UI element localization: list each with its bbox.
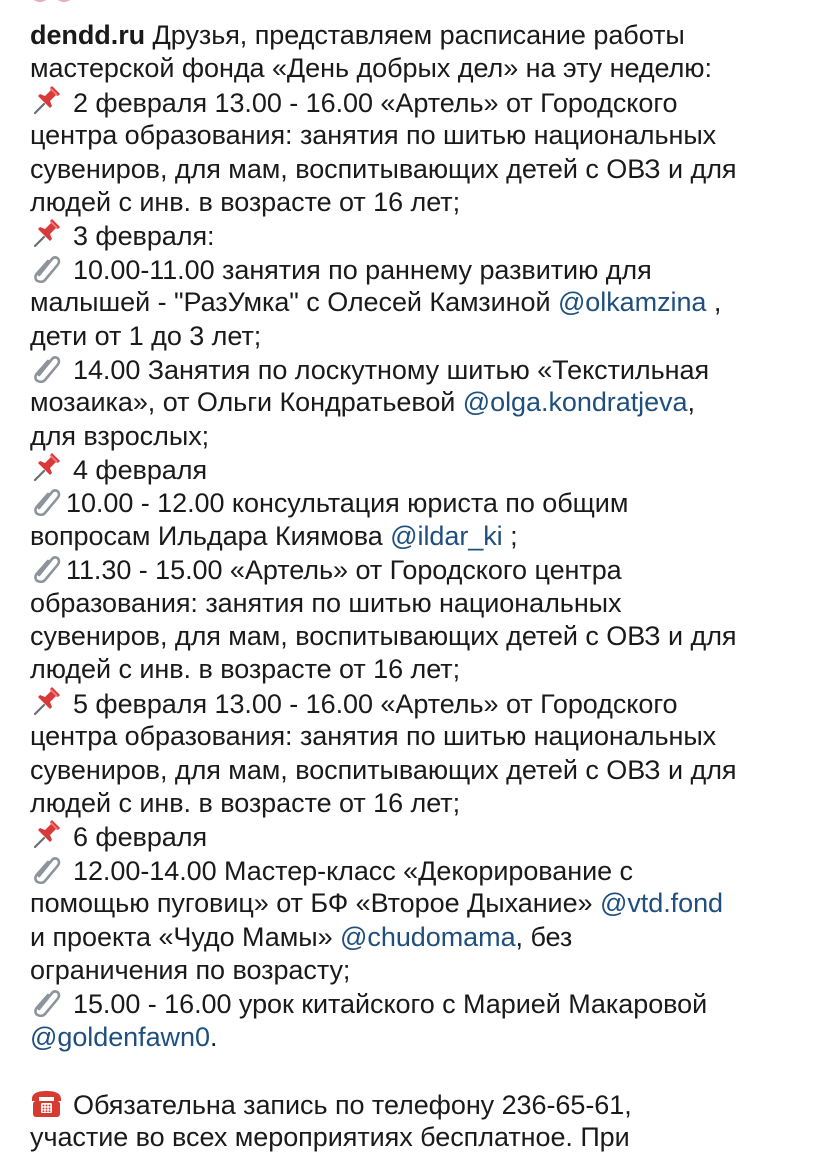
schedule-item (30, 987, 800, 1020)
pushpin-icon (30, 687, 63, 717)
caption-text: центра образования: занятия по шитью национальных (30, 721, 717, 752)
pushpin-icon (30, 820, 63, 850)
caption-text: сувениров, для мам, воспитывающих детей с ОВЗ и для (30, 621, 737, 652)
caption-line (30, 887, 800, 920)
post-caption (30, 19, 800, 1154)
caption-text: 15.00 - 16.00 урок китайского с Марией Макаровой (73, 989, 708, 1020)
caption-line (30, 186, 800, 219)
caption-line (30, 52, 800, 85)
caption-text: людей с инв. в возрасте от 16 лет; (30, 787, 461, 818)
caption-text: малышей - "РазУмка" с Олесей Камзиной (30, 287, 558, 318)
caption-line (30, 620, 800, 653)
caption-text: 4 февраля (73, 455, 208, 486)
caption-text: 3 февраля: (73, 221, 215, 252)
caption-line (30, 787, 800, 820)
caption-line (30, 587, 800, 620)
pushpin-icon (30, 86, 63, 116)
caption-text: 14.00 Занятия по лоскутному шитью «Текстильная (73, 354, 710, 385)
paperclip-icon (30, 854, 63, 884)
caption-line (30, 19, 800, 52)
schedule-day-feb3 (30, 219, 800, 252)
caption-line (30, 1121, 800, 1154)
caption-text: . (209, 1021, 218, 1052)
caption-text: ; (502, 520, 518, 551)
signup-note (30, 1088, 800, 1121)
caption-text: центра образования: занятия по шитью национальных (30, 120, 717, 151)
caption-text: помощью пуговиц» от БФ «Второе Дыхание» (30, 888, 600, 919)
caption-text: Друзья, представляем расписание работы (145, 20, 685, 50)
mention-link[interactable]: @chudomama (340, 921, 516, 952)
caption-line (30, 386, 800, 419)
caption-text: 10.00-11.00 занятия по раннему развитию для (73, 254, 652, 285)
avatar-circle (30, 0, 50, 2)
caption-line (30, 286, 800, 319)
mention-link[interactable]: @vtd.fond (599, 888, 724, 919)
caption-text: мозаика», от Ольги Кондратьевой (30, 387, 463, 418)
mention-link[interactable]: @goldenfawn0 (30, 1021, 210, 1052)
schedule-item (30, 486, 800, 519)
schedule-day-feb5 (30, 687, 800, 720)
caption-line (30, 153, 800, 186)
schedule-item (30, 553, 800, 586)
pushpin-icon (30, 219, 63, 249)
caption-text: для взрослых; (30, 420, 210, 451)
caption-text: 11.30 - 15.00 «Артель» от Городского центра (66, 555, 622, 586)
avatar-fragment (30, 0, 74, 8)
author-username[interactable]: dendd.ru (30, 20, 146, 50)
caption-text: людей с инв. в возрасте от 16 лет; (30, 186, 461, 217)
caption-text: людей с инв. в возрасте от 16 лет; (30, 654, 461, 685)
schedule-day-feb2 (30, 86, 800, 119)
caption-text: 2 февраля 13.00 - 16.00 «Артель» от Городского (73, 87, 678, 118)
caption-text: , без (515, 921, 573, 952)
avatar-circle (54, 0, 74, 2)
caption-text: Обязательна запись по телефону 236-65-61, (73, 1089, 632, 1120)
caption-text: мастерской фонда «День добрых дел» на эту неделю: (30, 53, 712, 84)
caption-line (30, 720, 800, 753)
caption-line (30, 119, 800, 152)
caption-line (30, 520, 800, 553)
caption-text: , (687, 387, 695, 418)
caption-text: участие во всех мероприятиях бесплатное. При (30, 1121, 630, 1152)
schedule-item (30, 253, 800, 286)
telephone-icon (30, 1088, 63, 1118)
caption-text: вопросам Ильдара Киямова (30, 520, 391, 551)
paperclip-icon (30, 253, 63, 283)
caption-text: 10.00 - 12.00 консультация юриста по общим (66, 488, 629, 519)
caption-line (30, 954, 800, 987)
mention-link[interactable]: @olkamzina (557, 287, 707, 318)
caption-text: и проекта «Чудо Мамы» (30, 921, 341, 952)
caption-line (30, 1021, 800, 1054)
caption-text: 6 февраля (73, 822, 208, 853)
blank-line (30, 1054, 800, 1087)
paperclip-icon (30, 987, 63, 1017)
caption-text: ограничения по возрасту; (30, 954, 351, 985)
caption-text: 5 февраля 13.00 - 16.00 «Артель» от Городского (73, 688, 678, 719)
schedule-item (30, 854, 800, 887)
schedule-day-feb4 (30, 453, 800, 486)
caption-text: сувениров, для мам, воспитывающих детей с ОВЗ и для (30, 754, 737, 785)
caption-line (30, 420, 800, 453)
pushpin-icon (30, 453, 63, 483)
schedule-day-feb6 (30, 820, 800, 853)
paperclip-icon (30, 353, 63, 383)
caption-text: дети от 1 до 3 лет; (30, 320, 262, 351)
mention-link[interactable]: @ildar_ki (390, 520, 503, 551)
caption-text: , (706, 287, 722, 318)
caption-text: образования: занятия по шитью национальных (30, 587, 622, 618)
caption-line (30, 921, 800, 954)
caption-text: 12.00-14.00 Мастер-класс «Декорирование с (73, 855, 634, 886)
caption-line (30, 754, 800, 787)
caption-line (30, 653, 800, 686)
schedule-item (30, 353, 800, 386)
caption-line (30, 320, 800, 353)
paperclip-icon (30, 553, 63, 583)
mention-link[interactable]: @olga.kondratjeva (462, 387, 688, 418)
caption-text: сувениров, для мам, воспитывающих детей с ОВЗ и для (30, 153, 737, 184)
paperclip-icon (30, 486, 63, 516)
